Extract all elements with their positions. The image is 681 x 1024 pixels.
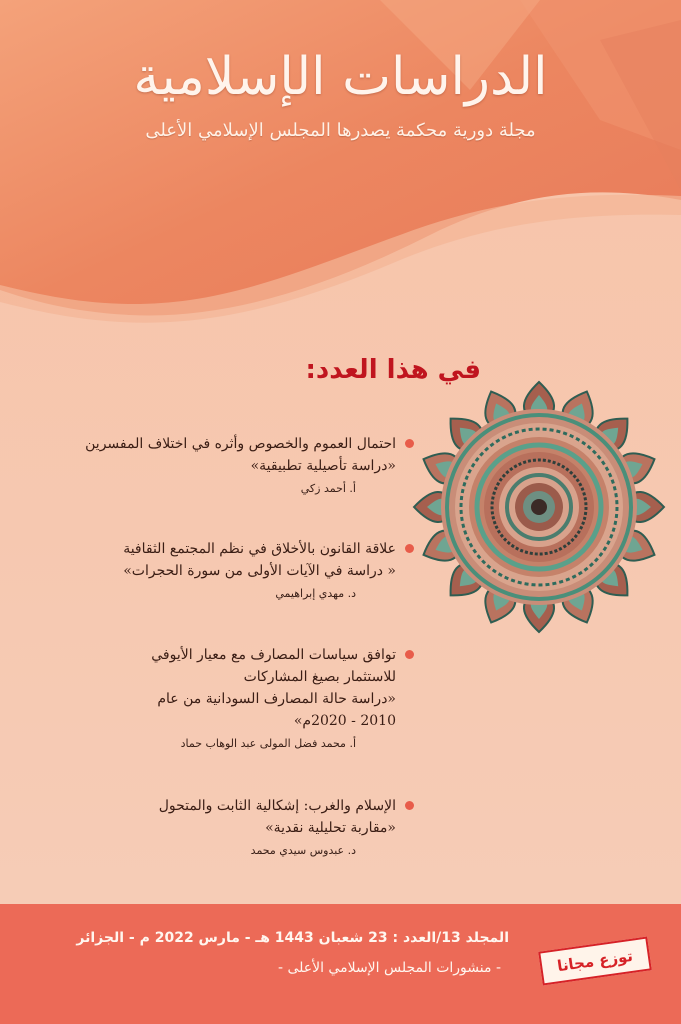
issue-info: المجلد 13/العدد : 23 شعبان 1443 هـ - مارس 2022 م - الجزائر [76, 930, 509, 946]
article-title-line: للاستثمار بصيغ المشاركات [243, 669, 396, 685]
article-title-line: 2010 - 2020م» [293, 713, 396, 729]
article-subtitle: «مقاربة تحليلية نقدية» [265, 820, 396, 836]
bullet-dot-icon [405, 801, 414, 810]
article-title-line: توافق سياسات المصارف مع معيار الأيوفي [151, 647, 396, 663]
article-title: علاقة القانون بالأخلاق في نظم المجتمع الثقافية [123, 541, 396, 557]
article-author: أ. أحمد زكي [300, 482, 356, 495]
journal-title: الدراسات الإسلامية [133, 47, 548, 107]
article-author: د. عبدوس سيدي محمد [250, 844, 356, 857]
article-3 [34, 644, 396, 753]
article-title: احتمال العموم والخصوص وأثره في اختلاف المفسرين [85, 436, 396, 452]
article-author: أ. محمد فضل المولى عبد الوهاب حماد [180, 737, 356, 750]
article-author: د. مهدي إبراهيمي [275, 587, 356, 600]
free-distribution-stamp: توزع مجانا [538, 937, 652, 986]
contents-heading: في هذا العدد: [305, 355, 481, 385]
article-title-line: «دراسة حالة المصارف السودانية من عام [157, 691, 396, 707]
publisher-info: - منشورات المجلس الإسلامي الأعلى - [277, 960, 501, 976]
bullet-dot-icon [405, 439, 414, 448]
article-subtitle: «دراسة تأصيلية تطبيقية» [250, 458, 396, 474]
journal-subtitle: مجلة دورية محكمة يصدرها المجلس الإسلامي الأعلى [145, 120, 536, 141]
article-4 [34, 795, 396, 860]
bullet-dot-icon [405, 650, 414, 659]
article-subtitle: « دراسة في الآيات الأولى من سورة الحجرات» [123, 563, 396, 579]
article-1 [34, 433, 396, 498]
mandala-ornament-icon [412, 380, 666, 634]
article-title: الإسلام والغرب: إشكالية الثابت والمتحول [158, 798, 396, 814]
masthead [0, 42, 681, 141]
bullet-dot-icon [405, 544, 414, 553]
article-2 [34, 538, 396, 603]
